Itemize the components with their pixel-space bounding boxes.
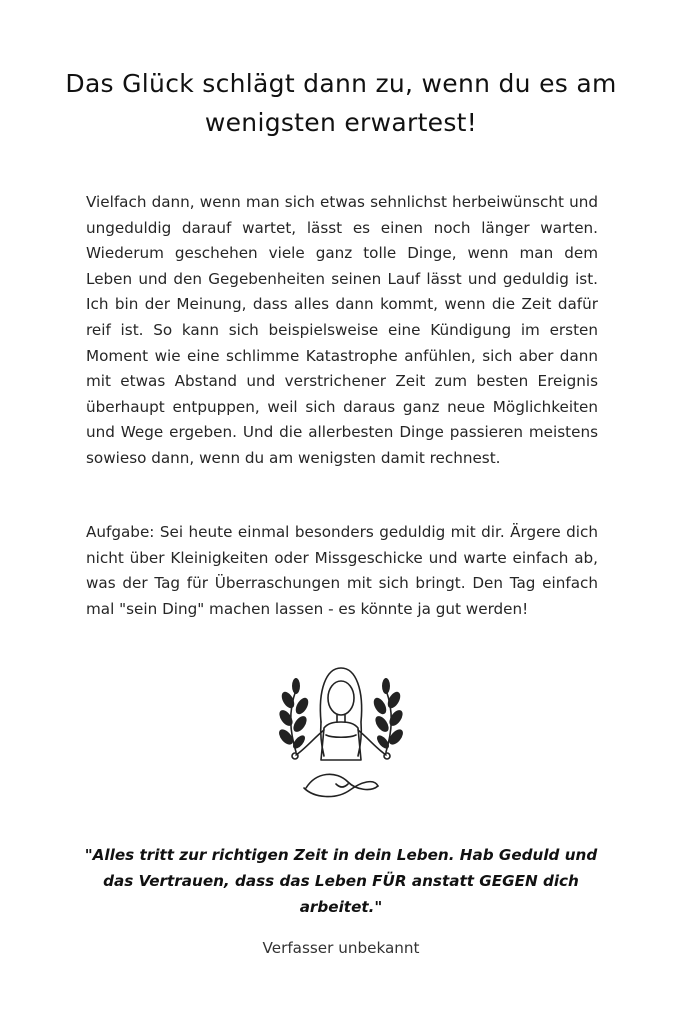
meditating-girl-icon — [266, 660, 416, 810]
quote-author: Verfasser unbekannt — [262, 939, 420, 957]
task-paragraph: Aufgabe: Sei heute einmal besonders geduldig mit dir. Ärgere dich nicht über Kleinigkeiten oder Missgeschicke und warte einfach ab, was der Tag für Überraschungen mit sich bringt. Den Tag einfach mal "sein Ding" machen lassen - es könnte ja gut werden! — [86, 523, 598, 618]
body-paragraph: Vielfach dann, wenn man sich etwas sehnlichst herbeiwünscht und ungeduldig darauf wartet, lässt es einen noch länger warten. Wiederum geschehen viele ganz tolle Dinge, wenn man dem Leben und den Gegebenheiten seinen Lauf lässt und geduldig ist. Ich bin der Meinung, dass alles dann kommt, wenn die Zeit dafür reif ist. So kann sich beispielsweise eine Kündigung im ersten Moment wie eine schlimme Katastrophe anfühlen, sich aber dann mit etwas Abstand und verstrichener Zeit zum besten Ereignis überhaupt entpuppen, weil sich daraus ganz neue Möglichkeiten und Wege ergeben. Und die allerbesten Dinge passieren meistens sowieso dann, wenn du am wenigsten damit rechnest. — [86, 193, 598, 467]
quote-text: "Alles tritt zur richtigen Zeit in dein Leben. Hab Geduld und das Vertrauen, dass das Leben FÜR anstatt GEGEN dich arbeitet." — [84, 846, 598, 916]
page-title: Das Glück schlägt dann zu, wenn du es am wenigsten erwartest! — [65, 69, 617, 137]
